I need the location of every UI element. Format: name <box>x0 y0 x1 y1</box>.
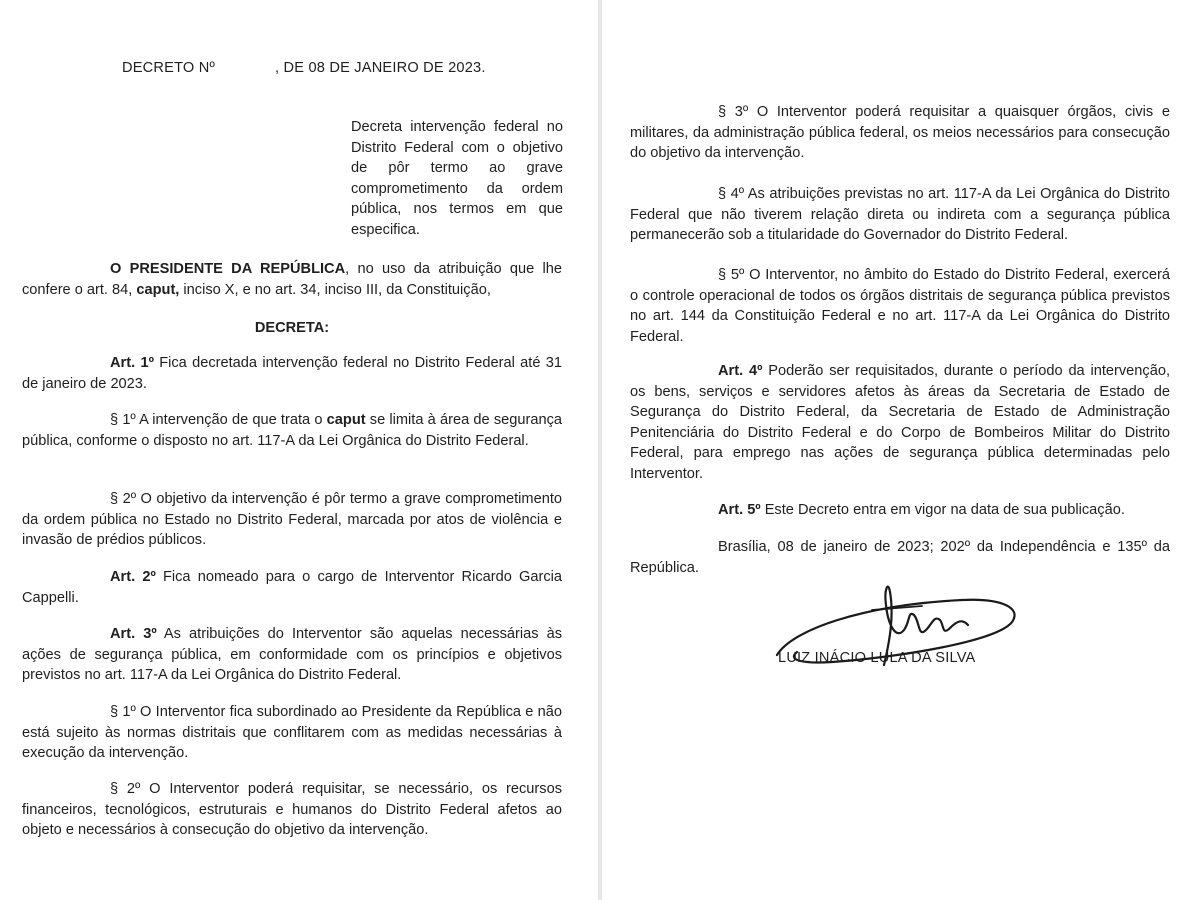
closing-line: Brasília, 08 de janeiro de 2023; 202º da Independência e 135º da República. <box>630 539 1170 576</box>
art5: Art. 5º Este Decreto entra em vigor na data de sua publicação. <box>718 502 1125 518</box>
art1-paragraph-1: § 1º A intervenção de que trata o caput se limita à área de segurança pública, conforme o disposto no art. 117-A da Lei Orgânica do Distrito Federal. <box>22 412 562 449</box>
art5-block <box>630 500 1170 521</box>
art1-block <box>22 353 562 394</box>
preamble: O PRESIDENTE DA REPÚBLICA, no uso da atribuição que lhe confere o art. 84, caput, inciso X, e no art. 34, inciso III, da Constituição, <box>22 261 562 298</box>
art3-paragraph-5: § 5º O Interventor, no âmbito do Estado do Distrito Federal, exercerá o controle operacional de todos os órgãos distritais de segurança pública previstos no art. 144 da Constituição Federal e no art. 117-A da Lei Orgânica do Distrito Federal. <box>630 267 1170 345</box>
art1-p2-block <box>22 489 562 551</box>
art1-p1-block <box>22 410 562 451</box>
art4: Art. 4º Poderão ser requisitados, durante o período da intervenção, os bens, serviços e servidores afetos às áreas da Secretaria de Estado de Segurança do Distrito Federal, da Secretaria de Estado de Administração Penitenciária do Distrito Federal e do Corpo de Bombeiros Militar do Distrito Federal, para emprego nas ações de segurança pública determinadas pelo Interventor. <box>630 363 1170 482</box>
decree-number-label: DECRETO Nº <box>122 60 216 76</box>
art1: Art. 1º Fica decretada intervenção federal no Distrito Federal até 31 de janeiro de 2023. <box>22 355 562 392</box>
page-left <box>0 0 598 900</box>
preamble-lead: O PRESIDENTE DA REPÚBLICA <box>110 261 346 277</box>
art3-paragraph-4: § 4º As atribuições previstas no art. 117-A da Lei Orgânica do Distrito Federal que não tiverem relação direta ou indireta com a segurança pública permanecerão sob a titularidade do Governador do Distrito Federal. <box>630 186 1170 243</box>
decreta-heading: DECRETA: <box>254 320 330 336</box>
art2-block <box>22 567 562 608</box>
page-right <box>602 0 1200 900</box>
art4-block <box>630 361 1170 484</box>
art3-p3-block <box>630 102 1170 164</box>
ementa: Decreta intervenção federal no Distrito Federal com o objetivo de pôr termo ao grave comprometimento da ordem pública, nos termos em que especifica. <box>351 119 563 238</box>
art1-paragraph-2: § 2º O objetivo da intervenção é pôr termo a grave comprometimento da ordem pública no Estado no Distrito Federal, marcada por atos de violência e invasão de prédios públicos. <box>22 491 562 548</box>
art3: Art. 3º As atribuições do Interventor são aquelas necessárias às ações de segurança pública, em conformidade com os princípios e objetivos previstos no art. 117-A da Lei Orgânica do Distrito Federal. <box>22 626 562 683</box>
art3-paragraph-2: § 2º O Interventor poderá requisitar, se necessário, os recursos financeiros, tecnológicos, estruturais e humanos do Distrito Federal afetos ao objeto e necessários à consecução do objetivo da intervenção. <box>22 781 562 838</box>
decree-date: , DE 08 DE JANEIRO DE 2023. <box>275 60 486 76</box>
art3-p2-block <box>22 779 562 841</box>
left-body <box>22 259 562 300</box>
art3-p1-block <box>22 702 562 764</box>
art2: Art. 2º Fica nomeado para o cargo de Interventor Ricardo Garcia Cappelli. <box>22 569 563 606</box>
decree-title <box>122 60 486 76</box>
art3-block <box>22 624 562 686</box>
art3-paragraph-1: § 1º O Interventor fica subordinado ao Presidente da República e não está sujeito às normas distritais que conflitarem com as medidas necessárias à execução da intervenção. <box>22 704 562 761</box>
decreta-block <box>22 318 562 339</box>
art3-p4-block <box>630 184 1170 246</box>
signatory-name: LUIZ INÁCIO LULA DA SILVA <box>778 650 976 666</box>
art3-p5-block <box>630 265 1170 347</box>
art3-paragraph-3: § 3º O Interventor poderá requisitar a quaisquer órgãos, civis e militares, da administração pública federal, os meios necessários para consecução do objetivo da intervenção. <box>630 104 1170 161</box>
